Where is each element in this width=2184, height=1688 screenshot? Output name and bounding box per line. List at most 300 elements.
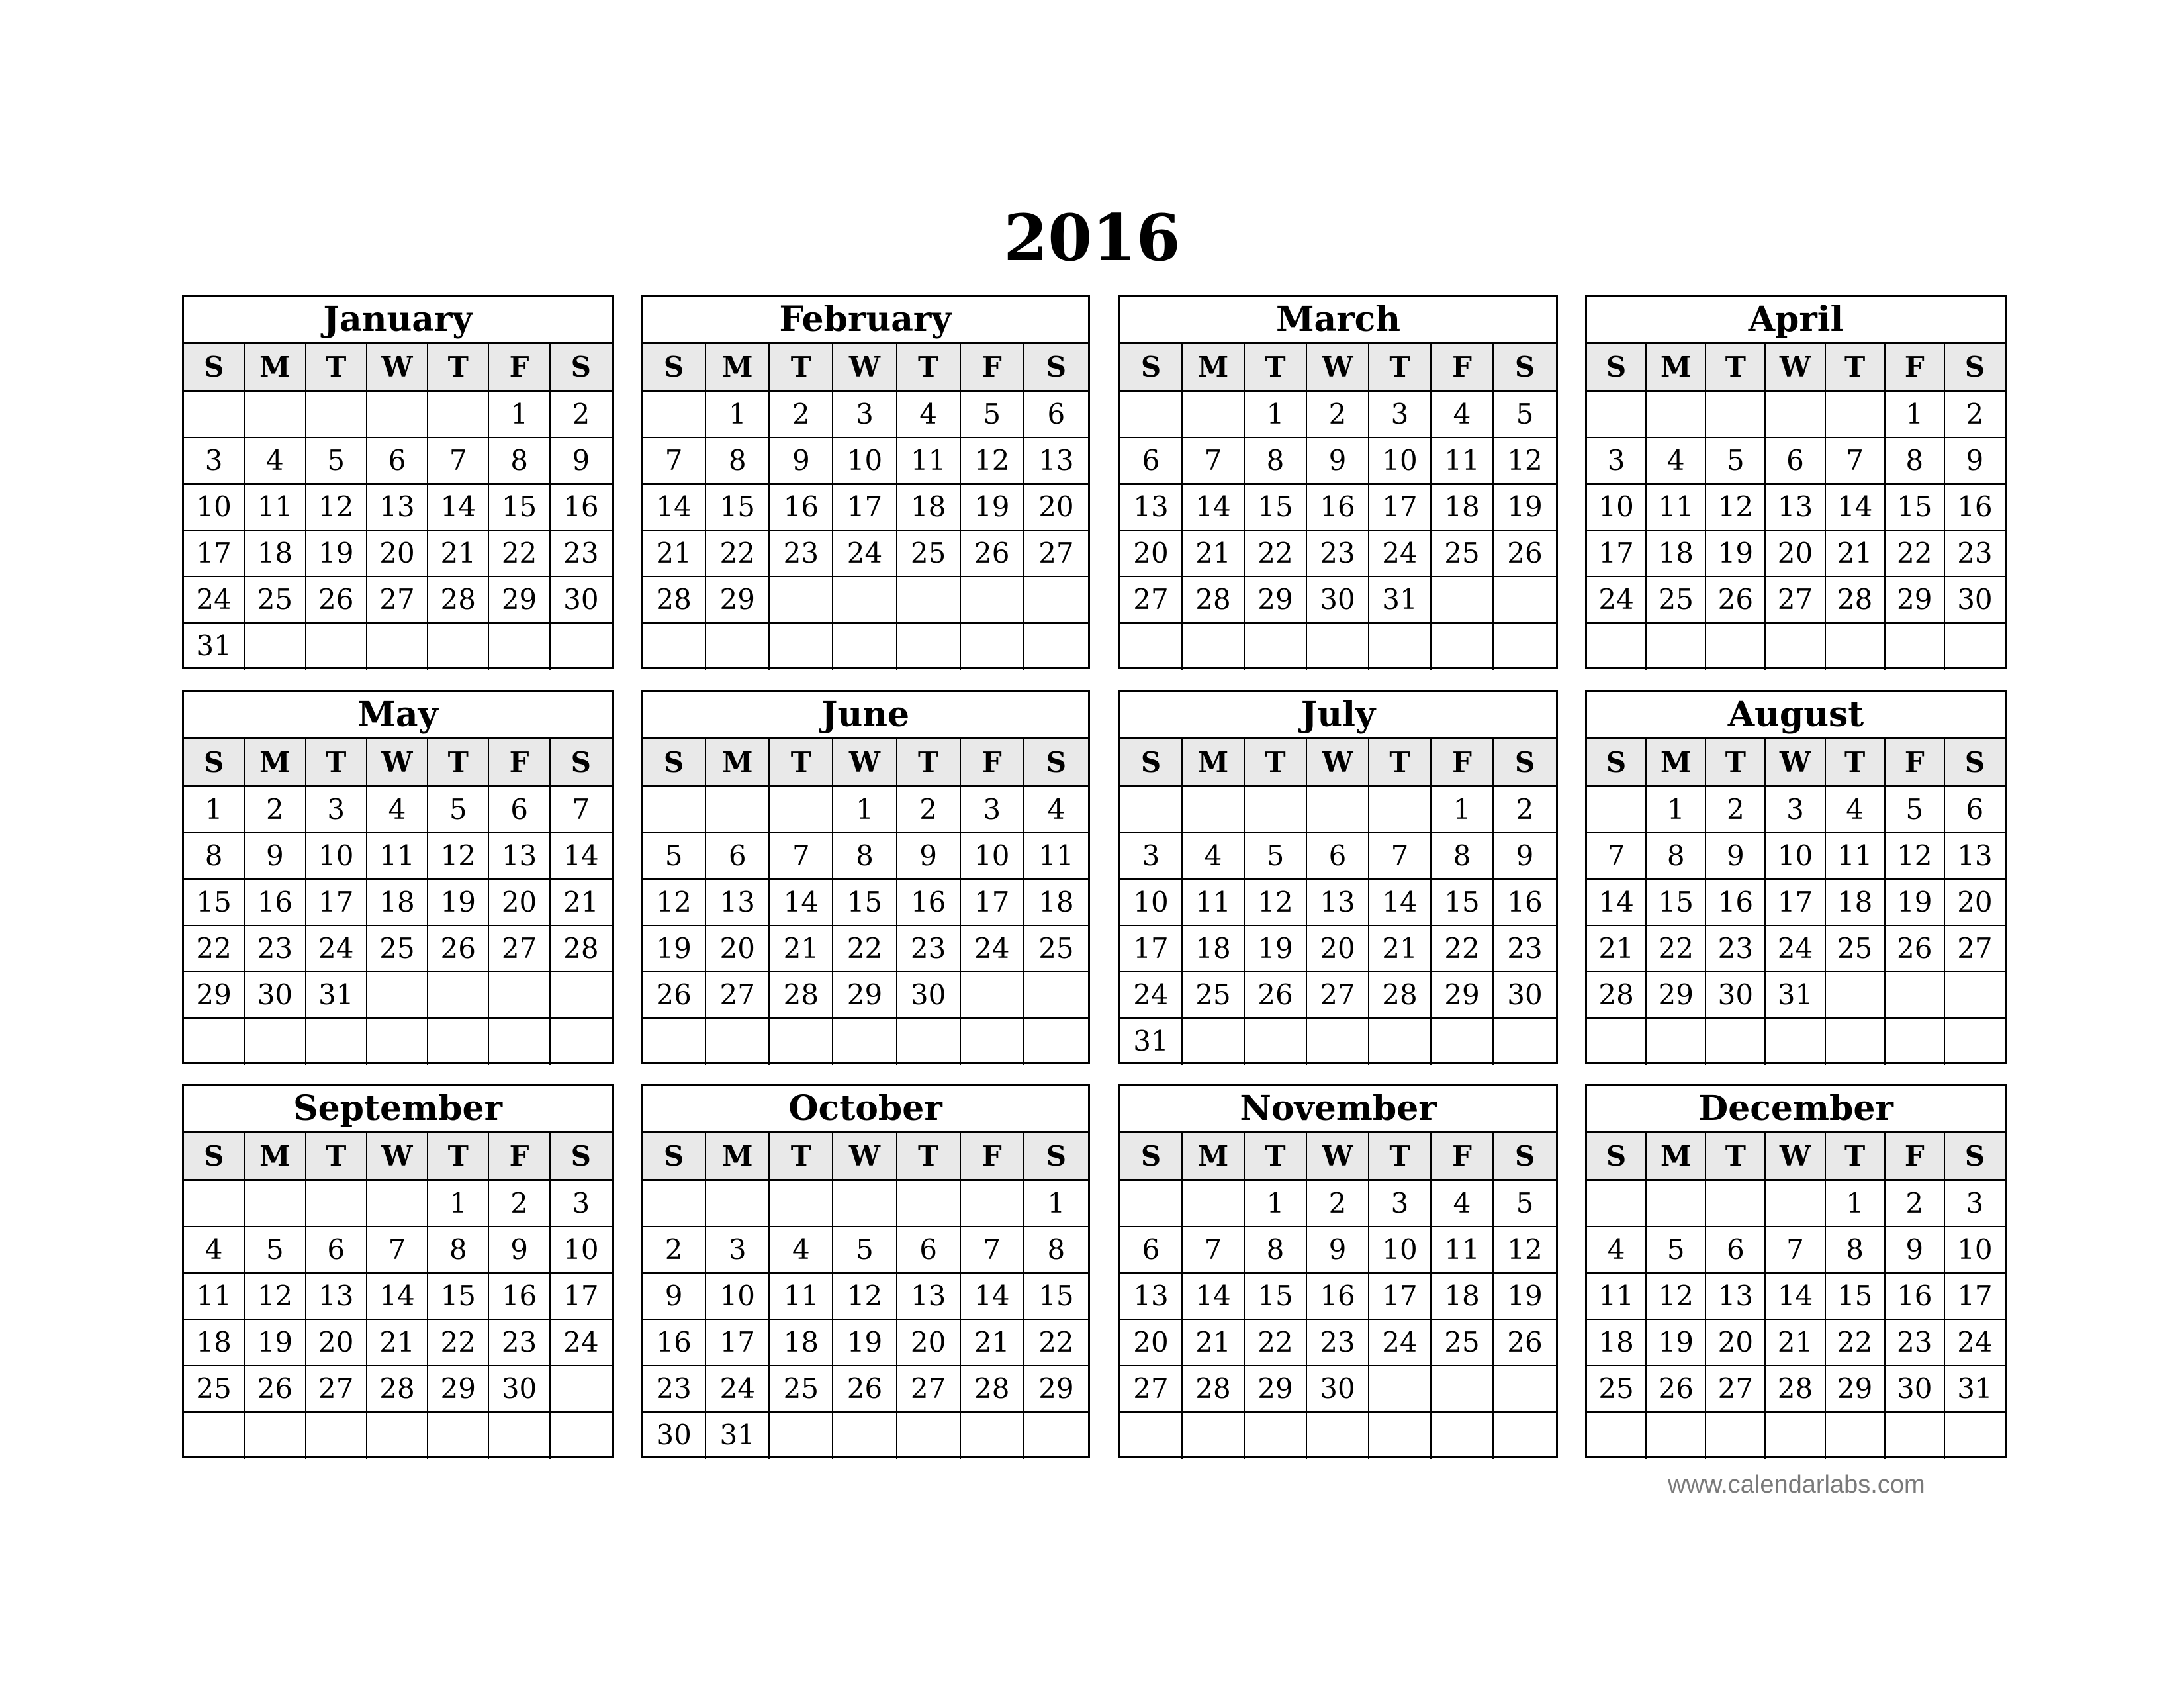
days-grid	[1120, 392, 1556, 670]
empty-day-cell	[428, 972, 489, 1019]
day-cell: 17	[1369, 485, 1432, 531]
day-cell: 11	[1826, 833, 1886, 880]
day-cell: 21	[1183, 1320, 1245, 1366]
day-cell: 6	[1120, 1227, 1183, 1274]
day-cell: 5	[306, 438, 367, 485]
weekday-header: F	[489, 344, 550, 391]
day-cell: 21	[1183, 531, 1245, 577]
day-cell: 16	[770, 485, 833, 531]
day-cell: 26	[1494, 531, 1556, 577]
day-cell: 23	[897, 926, 961, 972]
empty-day-cell	[1647, 1019, 1706, 1065]
day-cell: 10	[1369, 438, 1432, 485]
day-cell: 9	[897, 833, 961, 880]
empty-day-cell	[961, 1019, 1024, 1065]
empty-day-cell	[1432, 577, 1494, 624]
empty-day-cell	[1183, 624, 1245, 670]
empty-day-cell	[306, 1019, 367, 1065]
day-cell: 23	[770, 531, 833, 577]
day-cell: 2	[897, 787, 961, 833]
empty-day-cell	[706, 1181, 770, 1227]
empty-day-cell	[1886, 1413, 1945, 1459]
empty-day-cell	[1886, 1019, 1945, 1065]
day-cell: 20	[306, 1320, 367, 1366]
day-cell: 20	[1307, 926, 1369, 972]
empty-day-cell	[1826, 1019, 1886, 1065]
empty-day-cell	[1826, 972, 1886, 1019]
day-cell: 11	[245, 485, 306, 531]
empty-day-cell	[961, 1181, 1024, 1227]
day-cell: 28	[961, 1366, 1024, 1413]
day-cell: 29	[1886, 577, 1945, 624]
day-cell: 25	[1024, 926, 1088, 972]
day-cell: 21	[367, 1320, 428, 1366]
weekday-header: M	[706, 1133, 770, 1180]
day-cell: 16	[643, 1320, 706, 1366]
weekday-header: S	[184, 344, 245, 391]
day-cell: 7	[1587, 833, 1647, 880]
empty-day-cell	[1307, 1413, 1369, 1459]
day-cell: 16	[1945, 485, 2005, 531]
month-name: June	[643, 692, 1088, 739]
day-cell: 26	[1706, 577, 1766, 624]
day-cell: 27	[706, 972, 770, 1019]
day-cell: 17	[961, 880, 1024, 926]
day-cell: 21	[961, 1320, 1024, 1366]
weekday-header: S	[1046, 746, 1067, 778]
day-cell: 29	[1024, 1366, 1088, 1413]
day-cell: 27	[489, 926, 550, 972]
empty-day-cell	[1945, 624, 2005, 670]
day-cell: 9	[245, 833, 306, 880]
weekday-header: M	[706, 739, 770, 786]
day-cell: 7	[1183, 438, 1245, 485]
empty-day-cell	[1183, 787, 1245, 833]
day-cell: 18	[184, 1320, 245, 1366]
days-grid	[643, 787, 1088, 1065]
empty-day-cell	[184, 392, 245, 438]
day-cell: 10	[1945, 1227, 2005, 1274]
day-cell: 28	[1826, 577, 1886, 624]
weekday-header: M	[1183, 1133, 1245, 1180]
day-cell: 26	[428, 926, 489, 972]
month-april	[1585, 295, 2007, 669]
weekday-header: S	[1587, 739, 1647, 786]
day-cell: 1	[489, 392, 550, 438]
day-cell: 30	[643, 1413, 706, 1459]
weekday-header: W	[1766, 739, 1825, 786]
weekday-header: W	[1307, 739, 1369, 786]
empty-day-cell	[1024, 1413, 1088, 1459]
day-cell: 9	[551, 438, 612, 485]
day-cell: 2	[1706, 787, 1766, 833]
day-cell: 18	[1024, 880, 1088, 926]
day-cell: 13	[1706, 1274, 1766, 1320]
empty-day-cell	[428, 624, 489, 670]
weekday-header: T	[306, 739, 367, 786]
day-cell: 20	[897, 1320, 961, 1366]
empty-day-cell	[367, 1181, 428, 1227]
day-cell: 19	[1494, 1274, 1556, 1320]
day-cell: 22	[833, 926, 897, 972]
day-cell: 13	[306, 1274, 367, 1320]
weekday-header: S	[570, 1140, 592, 1172]
empty-day-cell	[643, 392, 706, 438]
day-cell: 24	[1587, 577, 1647, 624]
day-cell: 16	[245, 880, 306, 926]
empty-day-cell	[184, 1019, 245, 1065]
day-cell: 30	[897, 972, 961, 1019]
weekday-header: M	[245, 344, 306, 391]
day-cell: 29	[706, 577, 770, 624]
month-name: October	[643, 1086, 1088, 1133]
day-cell: 6	[1706, 1227, 1766, 1274]
day-cell: 17	[184, 531, 245, 577]
day-cell: 23	[489, 1320, 550, 1366]
empty-day-cell	[1432, 1413, 1494, 1459]
day-cell: 31	[1766, 972, 1825, 1019]
day-cell: 29	[1245, 1366, 1307, 1413]
day-cell: 15	[1826, 1274, 1886, 1320]
month-september	[182, 1084, 614, 1458]
weekday-header: T	[1245, 1133, 1307, 1180]
day-cell: 13	[1766, 485, 1825, 531]
weekday-header: S	[1120, 739, 1183, 786]
empty-day-cell	[428, 392, 489, 438]
day-cell: 29	[1245, 577, 1307, 624]
empty-day-cell	[1183, 392, 1245, 438]
day-cell: 31	[1120, 1019, 1183, 1065]
empty-day-cell	[897, 577, 961, 624]
day-cell: 17	[1369, 1274, 1432, 1320]
day-cell: 15	[1886, 485, 1945, 531]
day-cell: 1	[184, 787, 245, 833]
day-cell: 17	[1587, 531, 1647, 577]
day-cell: 22	[706, 531, 770, 577]
empty-day-cell	[1120, 1181, 1183, 1227]
day-cell: 21	[643, 531, 706, 577]
day-cell: 4	[1647, 438, 1706, 485]
empty-day-cell	[551, 972, 612, 1019]
day-cell: 18	[367, 880, 428, 926]
day-cell: 1	[706, 392, 770, 438]
day-cell: 1	[1826, 1181, 1886, 1227]
day-cell: 15	[1647, 880, 1706, 926]
day-cell: 16	[489, 1274, 550, 1320]
day-cell: 9	[643, 1274, 706, 1320]
day-cell: 28	[1183, 1366, 1245, 1413]
day-cell: 14	[1766, 1274, 1825, 1320]
day-cell: 16	[897, 880, 961, 926]
day-cell: 1	[1432, 787, 1494, 833]
day-cell: 7	[1826, 438, 1886, 485]
day-cell: 1	[1024, 1181, 1088, 1227]
weekday-header: W	[833, 739, 897, 786]
weekday-header: S	[1964, 1140, 1985, 1172]
empty-day-cell	[367, 624, 428, 670]
day-cell: 25	[245, 577, 306, 624]
empty-day-cell	[706, 1019, 770, 1065]
empty-day-cell	[1494, 1413, 1556, 1459]
day-cell: 25	[367, 926, 428, 972]
day-cell: 7	[643, 438, 706, 485]
day-cell: 3	[1766, 787, 1825, 833]
weekday-header: S	[1514, 351, 1535, 383]
day-cell: 19	[1706, 531, 1766, 577]
empty-day-cell	[1587, 1181, 1647, 1227]
day-cell: 16	[1494, 880, 1556, 926]
day-cell: 9	[1945, 438, 2005, 485]
month-may	[182, 690, 614, 1064]
empty-day-cell	[643, 624, 706, 670]
day-cell: 5	[245, 1227, 306, 1274]
empty-day-cell	[1024, 972, 1088, 1019]
weekday-header: T	[1245, 739, 1307, 786]
weekday-header: S	[1964, 351, 1985, 383]
day-cell: 14	[428, 485, 489, 531]
empty-day-cell	[1183, 1181, 1245, 1227]
day-cell: 8	[1826, 1227, 1886, 1274]
day-cell: 6	[706, 833, 770, 880]
day-cell: 15	[428, 1274, 489, 1320]
day-cell: 5	[1245, 833, 1307, 880]
day-cell: 15	[1432, 880, 1494, 926]
day-cell: 26	[1245, 972, 1307, 1019]
day-cell: 28	[428, 577, 489, 624]
empty-day-cell	[1120, 787, 1183, 833]
day-cell: 28	[1183, 577, 1245, 624]
day-cell: 30	[1706, 972, 1766, 1019]
day-cell: 9	[770, 438, 833, 485]
day-cell: 3	[1945, 1181, 2005, 1227]
day-cell: 24	[1369, 531, 1432, 577]
empty-day-cell	[1245, 787, 1307, 833]
weekday-header: F	[961, 344, 1024, 391]
day-cell: 19	[833, 1320, 897, 1366]
empty-day-cell	[1432, 1366, 1494, 1413]
weekday-header: S	[1046, 1140, 1067, 1172]
empty-day-cell	[1647, 392, 1706, 438]
day-cell: 19	[1494, 485, 1556, 531]
day-cell: 29	[1432, 972, 1494, 1019]
weekday-header: W	[1307, 1133, 1369, 1180]
day-cell: 4	[1432, 392, 1494, 438]
empty-day-cell	[1432, 1019, 1494, 1065]
day-cell: 31	[306, 972, 367, 1019]
weekday-header-row	[1587, 1133, 2005, 1181]
day-cell: 2	[643, 1227, 706, 1274]
calendar-year-title: 2016	[1003, 201, 1181, 275]
day-cell: 7	[1766, 1227, 1825, 1274]
day-cell: 29	[1647, 972, 1706, 1019]
empty-day-cell	[306, 624, 367, 670]
day-cell: 29	[833, 972, 897, 1019]
day-cell: 4	[1024, 787, 1088, 833]
day-cell: 18	[1587, 1320, 1647, 1366]
weekday-header: M	[245, 739, 306, 786]
day-cell: 30	[1307, 577, 1369, 624]
day-cell: 3	[1587, 438, 1647, 485]
day-cell: 26	[245, 1366, 306, 1413]
empty-day-cell	[643, 1181, 706, 1227]
month-january	[182, 295, 614, 669]
day-cell: 21	[1587, 926, 1647, 972]
day-cell: 6	[1945, 787, 2005, 833]
day-cell: 6	[1024, 392, 1088, 438]
day-cell: 2	[1494, 787, 1556, 833]
empty-day-cell	[1587, 392, 1647, 438]
day-cell: 30	[245, 972, 306, 1019]
footer-website-link[interactable]: www.calendarlabs.com	[1668, 1471, 1925, 1499]
day-cell: 3	[184, 438, 245, 485]
month-december	[1585, 1084, 2007, 1458]
weekday-header-row	[1587, 739, 2005, 787]
empty-day-cell	[1826, 1413, 1886, 1459]
day-cell: 7	[428, 438, 489, 485]
day-cell: 25	[1432, 1320, 1494, 1366]
empty-day-cell	[1024, 624, 1088, 670]
empty-day-cell	[1369, 787, 1432, 833]
day-cell: 1	[833, 787, 897, 833]
empty-day-cell	[551, 624, 612, 670]
day-cell: 14	[961, 1274, 1024, 1320]
day-cell: 9	[489, 1227, 550, 1274]
weekday-header: T	[1706, 739, 1766, 786]
empty-day-cell	[306, 1181, 367, 1227]
day-cell: 2	[1307, 1181, 1369, 1227]
empty-day-cell	[1432, 624, 1494, 670]
empty-day-cell	[428, 1413, 489, 1459]
empty-day-cell	[1024, 1019, 1088, 1065]
empty-day-cell	[1587, 1413, 1647, 1459]
day-cell: 25	[1183, 972, 1245, 1019]
day-cell: 11	[897, 438, 961, 485]
day-cell: 15	[489, 485, 550, 531]
empty-day-cell	[1183, 1413, 1245, 1459]
empty-day-cell	[833, 624, 897, 670]
day-cell: 5	[1494, 392, 1556, 438]
day-cell: 17	[1120, 926, 1183, 972]
day-cell: 16	[1307, 485, 1369, 531]
day-cell: 12	[1494, 438, 1556, 485]
day-cell: 11	[1024, 833, 1088, 880]
day-cell: 22	[1826, 1320, 1886, 1366]
weekday-header: T	[770, 739, 833, 786]
day-cell: 8	[1886, 438, 1945, 485]
weekday-header: W	[1766, 1133, 1825, 1180]
day-cell: 8	[1245, 1227, 1307, 1274]
empty-day-cell	[706, 624, 770, 670]
month-name: May	[184, 692, 612, 739]
empty-day-cell	[1494, 577, 1556, 624]
month-name: November	[1120, 1086, 1556, 1133]
day-cell: 15	[184, 880, 245, 926]
weekday-header-row	[184, 1133, 612, 1181]
day-cell: 17	[706, 1320, 770, 1366]
empty-day-cell	[1245, 1413, 1307, 1459]
weekday-header: T	[1706, 344, 1766, 391]
empty-day-cell	[1120, 392, 1183, 438]
empty-day-cell	[1369, 624, 1432, 670]
weekday-header: W	[367, 739, 428, 786]
empty-day-cell	[551, 1366, 612, 1413]
empty-day-cell	[706, 787, 770, 833]
day-cell: 27	[306, 1366, 367, 1413]
weekday-header: S	[570, 746, 592, 778]
day-cell: 10	[1587, 485, 1647, 531]
day-cell: 16	[551, 485, 612, 531]
empty-day-cell	[1647, 624, 1706, 670]
day-cell: 28	[551, 926, 612, 972]
day-cell: 29	[428, 1366, 489, 1413]
day-cell: 25	[897, 531, 961, 577]
day-cell: 24	[551, 1320, 612, 1366]
day-cell: 28	[643, 577, 706, 624]
weekday-header: F	[489, 739, 550, 786]
month-july	[1118, 690, 1558, 1064]
day-cell: 14	[367, 1274, 428, 1320]
day-cell: 31	[184, 624, 245, 670]
day-cell: 30	[1945, 577, 2005, 624]
weekday-header: S	[1120, 1133, 1183, 1180]
day-cell: 22	[428, 1320, 489, 1366]
weekday-header: F	[1432, 344, 1494, 391]
empty-day-cell	[306, 1413, 367, 1459]
empty-day-cell	[770, 1181, 833, 1227]
weekday-header: M	[1647, 1133, 1706, 1180]
day-cell: 17	[306, 880, 367, 926]
day-cell: 23	[245, 926, 306, 972]
empty-day-cell	[489, 972, 550, 1019]
day-cell: 24	[306, 926, 367, 972]
weekday-header: W	[367, 1133, 428, 1180]
day-cell: 14	[770, 880, 833, 926]
day-cell: 23	[1706, 926, 1766, 972]
weekday-header: T	[1706, 1133, 1766, 1180]
empty-day-cell	[1183, 1019, 1245, 1065]
day-cell: 17	[1945, 1274, 2005, 1320]
empty-day-cell	[833, 1019, 897, 1065]
day-cell: 24	[1120, 972, 1183, 1019]
empty-day-cell	[1766, 1413, 1825, 1459]
day-cell: 25	[1432, 531, 1494, 577]
day-cell: 1	[1647, 787, 1706, 833]
day-cell: 9	[1307, 1227, 1369, 1274]
day-cell: 8	[706, 438, 770, 485]
empty-day-cell	[1766, 392, 1825, 438]
day-cell: 3	[706, 1227, 770, 1274]
empty-day-cell	[428, 1019, 489, 1065]
day-cell: 5	[833, 1227, 897, 1274]
day-cell: 26	[833, 1366, 897, 1413]
day-cell: 13	[706, 880, 770, 926]
day-cell: 15	[1245, 1274, 1307, 1320]
day-cell: 12	[833, 1274, 897, 1320]
empty-day-cell	[1587, 624, 1647, 670]
day-cell: 28	[1369, 972, 1432, 1019]
day-cell: 20	[706, 926, 770, 972]
day-cell: 12	[306, 485, 367, 531]
day-cell: 18	[770, 1320, 833, 1366]
day-cell: 29	[1826, 1366, 1886, 1413]
day-cell: 14	[1587, 880, 1647, 926]
empty-day-cell	[367, 972, 428, 1019]
weekday-header-row	[1587, 344, 2005, 392]
month-name: February	[643, 297, 1088, 344]
weekday-header: S	[184, 1133, 245, 1180]
day-cell: 18	[897, 485, 961, 531]
day-cell: 18	[1432, 1274, 1494, 1320]
